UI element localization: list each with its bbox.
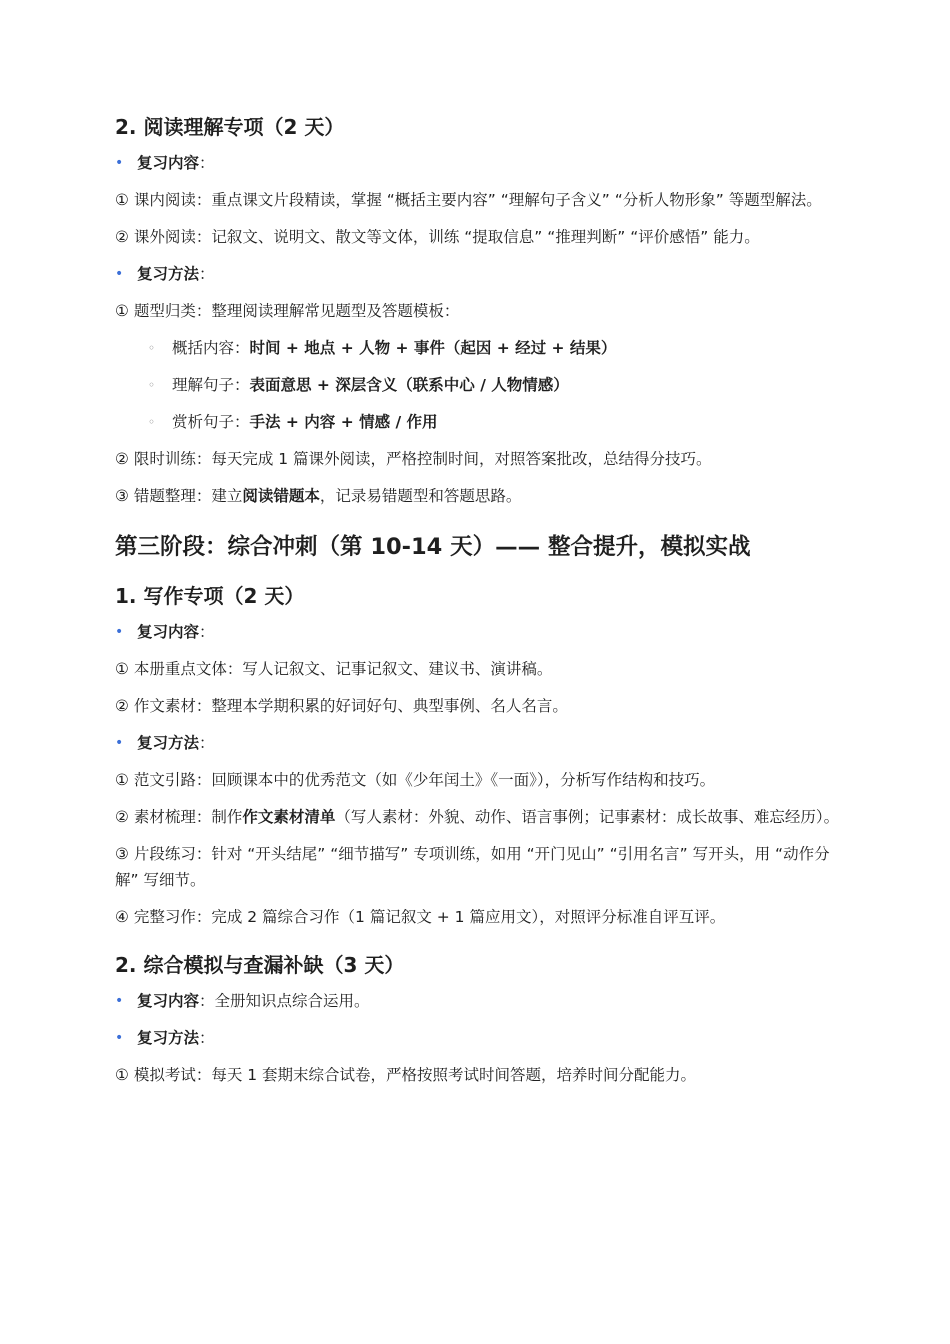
sub-item-value: 手法 + 内容 + 情感 / 作用: [249, 413, 438, 431]
bullet-dot-icon: •: [115, 266, 124, 282]
review-content-text: ：全册知识点综合运用。: [199, 992, 370, 1010]
text-bold-part: 作文素材清单: [242, 808, 336, 826]
text-bold-part: 阅读错题本: [242, 487, 320, 505]
reading-item-1: ① 课内阅读：重点课文片段精读，掌握 “概括主要内容” “理解句子含义” “分析人物形象” 等题型解法。: [115, 191, 822, 209]
bullet-review-content: [115, 619, 840, 645]
circle-bullet-icon: ◦: [148, 341, 156, 355]
review-content-label: 复习内容: [137, 992, 200, 1010]
sub-item-value: 表面意思 + 深层含义（联系中心 / 人物情感）: [249, 376, 569, 394]
bullet-dot-icon: •: [115, 1030, 124, 1046]
bullet-review-method: [115, 261, 840, 287]
text-part: （写人素材：外貌、动作、语言事例；记事素材：成长故事、难忘经历）。: [335, 808, 840, 826]
writing-method-1: ① 范文引路：回顾课本中的优秀范文（如《少年闰土》《一面》），分析写作结构和技巧。: [115, 771, 716, 789]
sub-item-value: 时间 + 地点 + 人物 + 事件（起因 + 经过 + 结果）: [249, 339, 617, 357]
writing-content-1: ① 本册重点文体：写人记叙文、记事记叙文、建议书、演讲稿。: [115, 660, 553, 678]
mock-method-1: ① 模拟考试：每天 1 套期末综合试卷，严格按照考试时间答题，培养时间分配能力。: [115, 1066, 697, 1084]
section-heading-reading: 2. 阅读理解专项（2 天）: [115, 115, 345, 139]
review-method-label: 复习方法: [137, 734, 200, 752]
bullet-review-content: [115, 988, 840, 1014]
review-method-label: 复习方法: [137, 265, 200, 283]
bullet-dot-icon: •: [115, 624, 124, 640]
sub-item-label: 理解句子：: [172, 376, 250, 394]
bullet-dot-icon: •: [115, 155, 124, 171]
writing-method-3: ③ 片段练习：针对 “开头结尾” “细节描写” 专项训练，如用 “开门见山” “引用名言” 写开头，用 “动作分解” 写细节。: [115, 845, 830, 889]
review-content-label: 复习内容: [137, 623, 200, 641]
sub-item-label: 赏析句子：: [172, 413, 250, 431]
text-part: ③ 错题整理：建立: [115, 487, 243, 505]
reading-item-2: ② 课外阅读：记叙文、说明文、散文等文体，训练 “提取信息” “推理判断” “评价感悟” 能力。: [115, 228, 760, 246]
colon: ：: [199, 154, 215, 172]
colon: ：: [199, 734, 215, 752]
stage-heading: 第三阶段：综合冲刺（第 10-14 天）—— 整合提升，模拟实战: [115, 534, 751, 560]
sub-item-summary: [115, 335, 840, 361]
section-heading-writing: 1. 写作专项（2 天）: [115, 584, 305, 608]
writing-method-4: ④ 完整习作：完成 2 篇综合习作（1 篇记叙文 + 1 篇应用文），对照评分标准自评互评。: [115, 908, 726, 926]
text-part: ，记录易错题型和答题思路。: [319, 487, 522, 505]
circle-bullet-icon: ◦: [148, 415, 156, 429]
circle-bullet-icon: ◦: [148, 378, 156, 392]
colon: ：: [199, 623, 215, 641]
reading-method-1: ① 题型归类：整理阅读理解常见题型及答题模板：: [115, 302, 460, 320]
sub-item-understand: [115, 372, 840, 398]
document-content: [115, 112, 840, 1088]
reading-method-3: [115, 483, 840, 509]
bullet-review-method: [115, 1025, 840, 1051]
section-heading-mock: 2. 综合模拟与查漏补缺（3 天）: [115, 953, 405, 977]
sub-item-appreciate: [115, 409, 840, 435]
colon: ：: [199, 1029, 215, 1047]
colon: ：: [199, 265, 215, 283]
text-part: ② 素材梳理：制作: [115, 808, 243, 826]
sub-item-label: 概括内容：: [172, 339, 250, 357]
reading-method-2: ② 限时训练：每天完成 1 篇课外阅读，严格控制时间，对照答案批改，总结得分技巧。: [115, 450, 712, 468]
bullet-dot-icon: •: [115, 735, 124, 751]
bullet-review-method: [115, 730, 840, 756]
review-content-label: 复习内容: [137, 154, 200, 172]
writing-method-2: [115, 804, 840, 830]
bullet-review-content: [115, 150, 840, 176]
bullet-dot-icon: •: [115, 993, 124, 1009]
review-method-label: 复习方法: [137, 1029, 200, 1047]
writing-content-2: ② 作文素材：整理本学期积累的好词好句、典型事例、名人名言。: [115, 697, 568, 715]
